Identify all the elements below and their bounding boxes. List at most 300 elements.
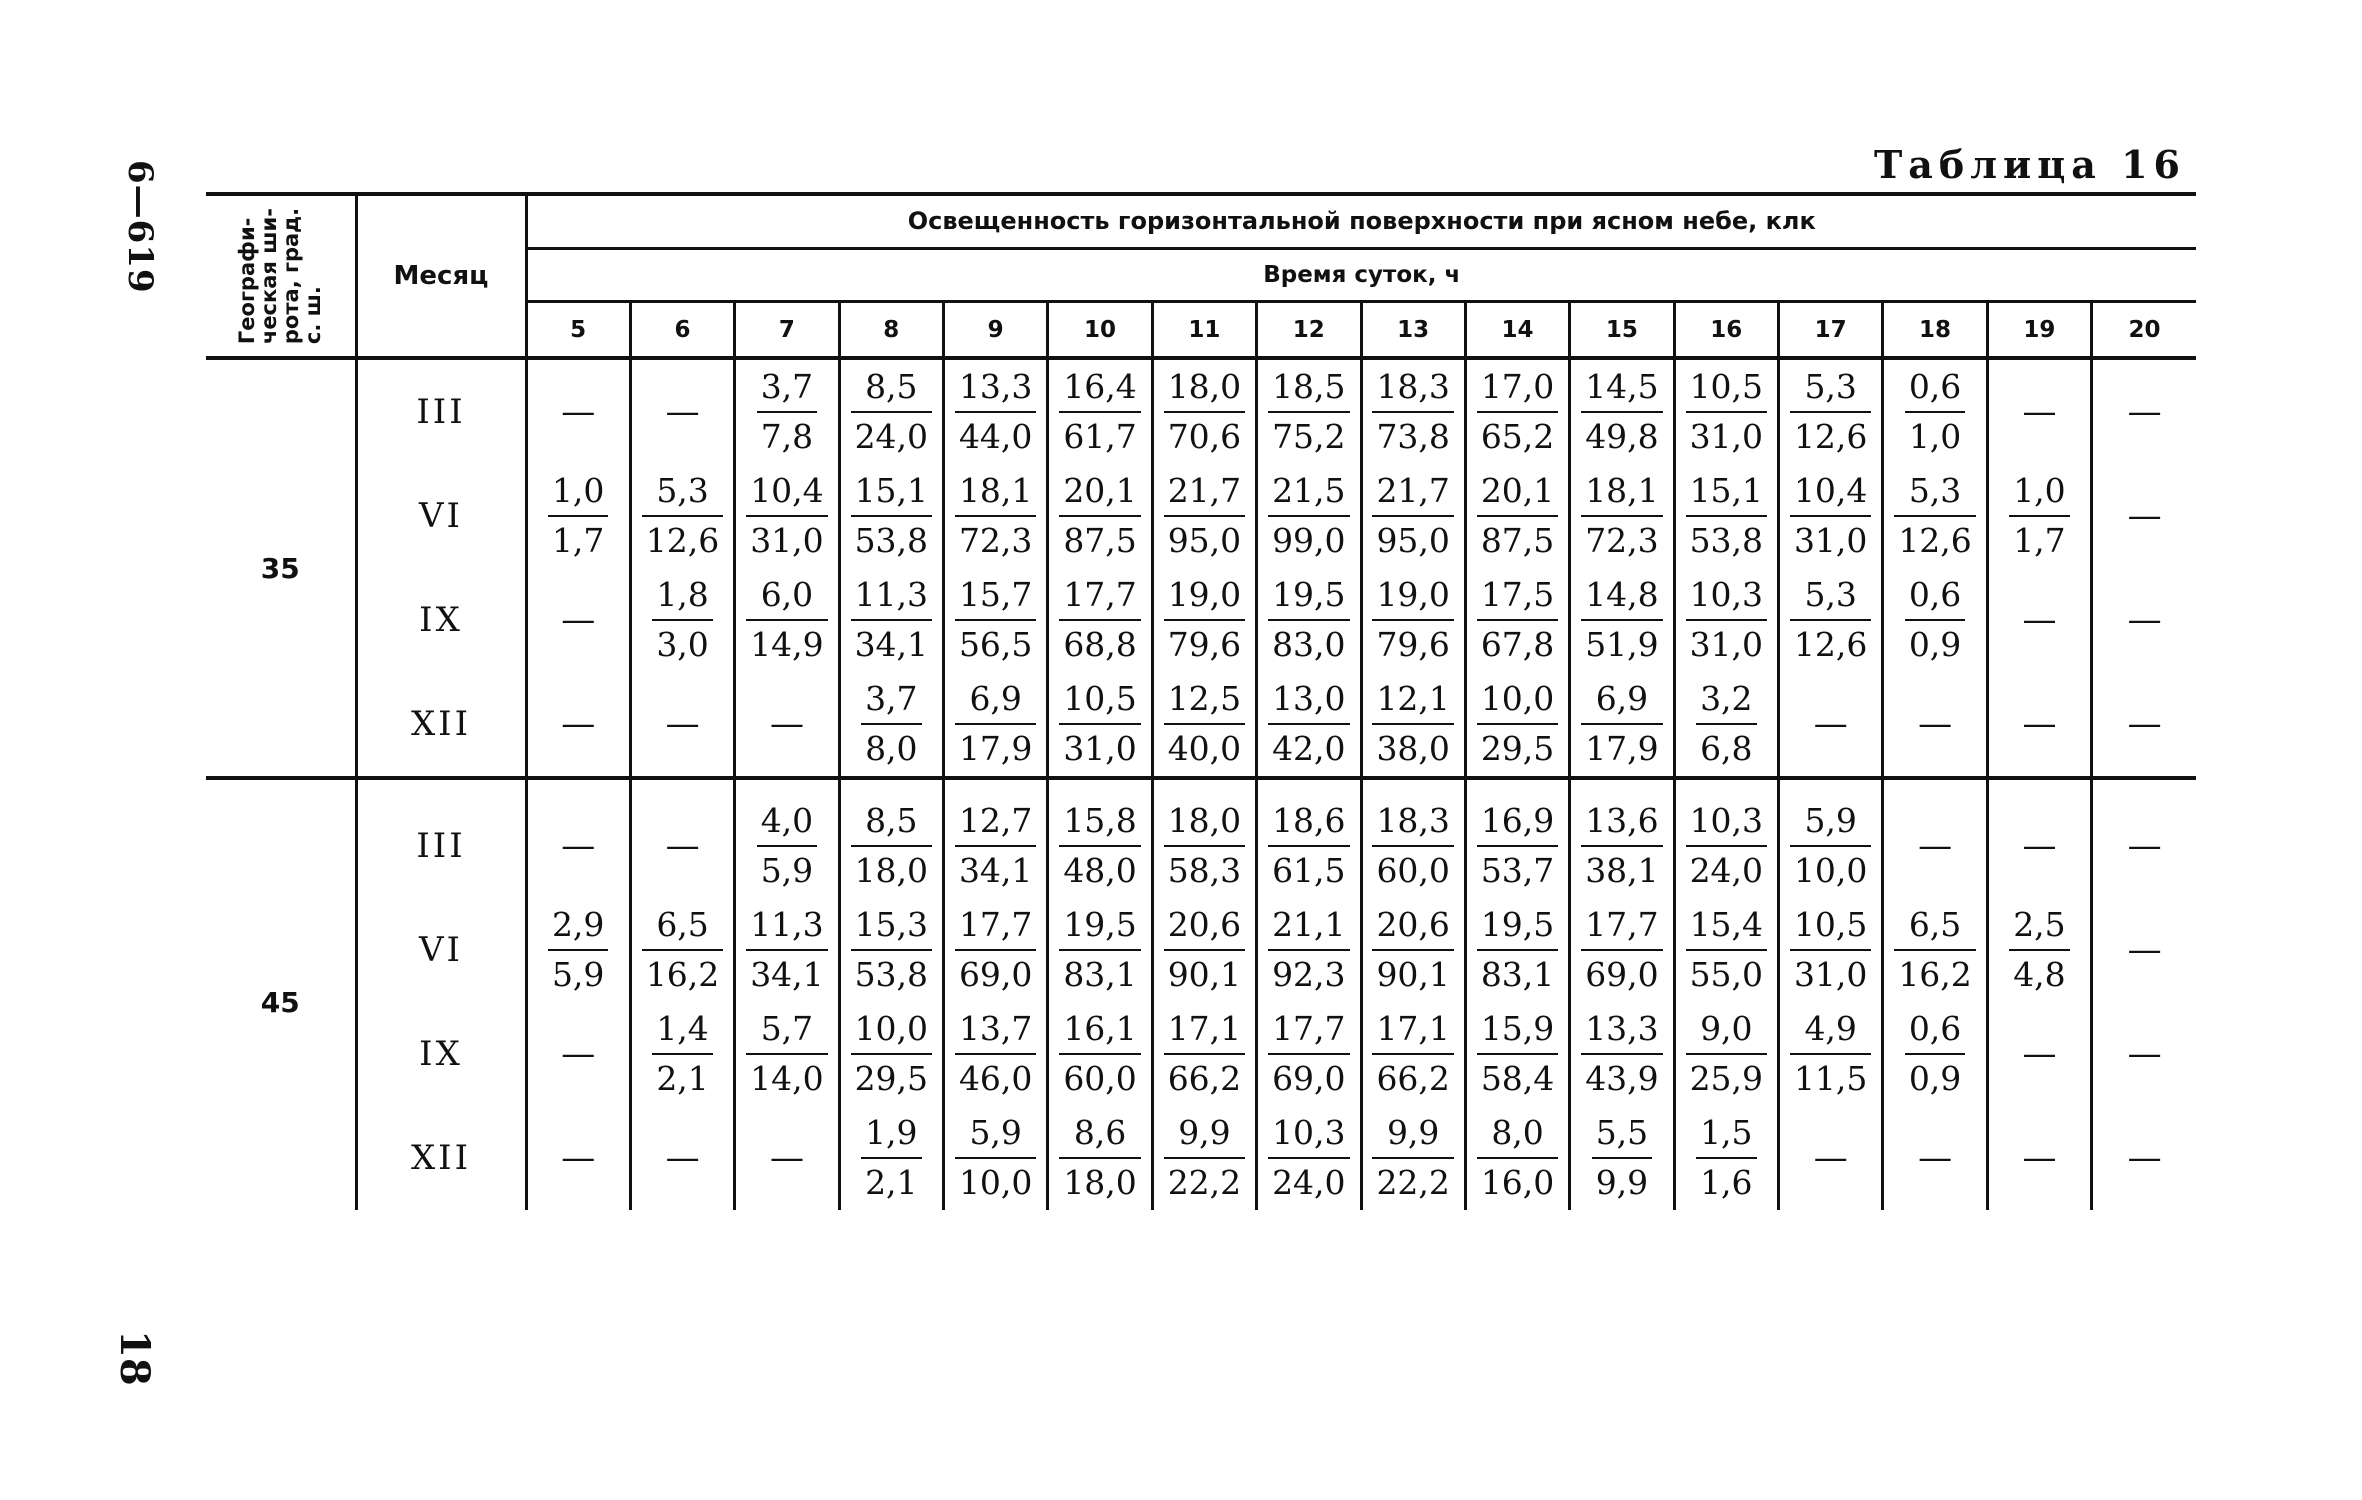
fraction-denominator: 16,2 [645,955,720,994]
fraction-numerator: 10,3 [1686,575,1767,621]
fraction-denominator: 17,9 [1585,729,1659,768]
fraction-denominator: 60,0 [1063,1059,1137,1098]
fraction-numerator: 19,5 [1268,575,1349,621]
fraction [1059,679,1140,769]
empty-dash: — [2127,930,2162,970]
value-cell [1048,898,1152,1002]
fraction [1268,1113,1349,1203]
value-cell [1048,358,1152,464]
month-cell: IX [356,568,526,672]
fraction-denominator: 6,8 [1700,729,1753,768]
fraction-denominator: 72,3 [1585,521,1659,560]
value-cell [735,898,839,1002]
fraction-numerator: 17,5 [1477,575,1558,621]
hour-header: 6 [630,302,734,358]
fraction-denominator: 24,0 [1272,1163,1346,1202]
fraction-denominator: 90,1 [1376,955,1450,994]
fraction [1581,575,1662,665]
month-cell: VI [356,898,526,1002]
document-code: 6—619 [120,160,160,294]
value-cell [1987,464,2091,568]
fraction-numerator: 10,5 [1059,679,1140,725]
fraction [1790,905,1871,995]
value-cell [1152,358,1256,464]
fraction [1059,471,1140,561]
fraction-numerator: 19,0 [1164,575,1245,621]
fraction-denominator: 34,1 [958,851,1033,890]
value-cell [944,464,1048,568]
fraction [1164,471,1245,561]
fraction [1790,367,1871,457]
fraction-numerator: 18,3 [1372,367,1453,413]
fraction-denominator: 61,7 [1063,417,1137,456]
value-cell [1361,464,1465,568]
value-cell [1570,794,1674,898]
empty-cell [526,794,630,898]
fraction-denominator: 69,0 [958,955,1033,994]
hour-header: 7 [735,302,839,358]
fraction-denominator: 12,6 [1793,625,1868,664]
fraction [1686,471,1767,561]
fraction-denominator: 2,1 [656,1059,709,1098]
value-cell [1361,1106,1465,1210]
fraction-numerator: 17,1 [1372,1009,1453,1055]
value-cell [1361,672,1465,778]
empty-cell [2092,1002,2196,1106]
separator-cell [1883,778,1987,794]
fraction [851,471,932,561]
fraction-denominator: 95,0 [1376,521,1450,560]
value-cell [1674,672,1778,778]
empty-cell [1987,358,2091,464]
empty-dash: — [2127,826,2162,866]
fraction [1268,367,1349,457]
fraction-denominator: 79,6 [1376,625,1450,664]
fraction-denominator: 56,5 [958,625,1033,664]
empty-dash: — [665,704,700,744]
hour-header: 17 [1779,302,1883,358]
fraction-denominator: 7,8 [760,417,814,456]
fraction-numerator: 8,5 [851,367,932,413]
fraction [1268,471,1349,561]
table-row [206,898,2196,1002]
fraction-denominator: 75,2 [1272,417,1346,456]
value-cell [1361,1002,1465,1106]
empty-dash: — [1918,1138,1953,1178]
fraction [1372,1113,1453,1203]
empty-cell [630,358,734,464]
fraction-denominator: 31,0 [750,521,824,560]
value-cell [1048,1002,1152,1106]
fraction-denominator: 5,9 [760,851,814,890]
month-cell: XII [356,672,526,778]
fraction [1905,367,1965,457]
empty-dash: — [2127,496,2162,536]
value-cell [1048,1106,1152,1210]
empty-dash: — [769,704,804,744]
empty-cell [1987,1002,2091,1106]
fraction-numerator: 8,0 [1477,1113,1558,1159]
fraction [1268,905,1349,995]
fraction-numerator: 17,7 [1059,575,1140,621]
fraction-numerator: 3,7 [757,367,817,413]
fraction [1581,1009,1662,1099]
table-body [206,358,2196,1210]
fraction-denominator: 5,9 [551,955,605,994]
fraction [1477,905,1558,995]
fraction-denominator: 69,0 [1585,955,1659,994]
empty-cell [526,672,630,778]
fraction-numerator: 20,6 [1372,905,1453,951]
fraction-numerator: 1,0 [2009,471,2069,517]
fraction [642,471,723,561]
fraction-denominator: 31,0 [1689,625,1764,664]
hour-header: 8 [839,302,943,358]
value-cell [839,1106,943,1210]
fraction [1581,801,1662,891]
value-cell [630,568,734,672]
fraction-numerator: 19,0 [1372,575,1453,621]
fraction-numerator: 5,3 [642,471,723,517]
value-cell [1779,1002,1883,1106]
fraction-denominator: 1,7 [551,521,605,560]
fraction-denominator: 87,5 [1063,521,1137,560]
fraction-numerator: 18,5 [1268,367,1349,413]
fraction [1686,367,1767,457]
latitude-header-line: ческая ши- [257,208,282,345]
fraction [1477,575,1558,665]
fraction-denominator: 34,1 [750,955,824,994]
fraction-denominator: 83,0 [1272,625,1346,664]
value-cell [944,794,1048,898]
value-cell [1361,568,1465,672]
fraction-denominator: 25,9 [1689,1059,1764,1098]
fraction-denominator: 31,0 [1689,417,1764,456]
fraction-numerator: 12,1 [1372,679,1453,725]
value-cell [1465,358,1569,464]
value-cell [1570,1002,1674,1106]
separator-cell [526,778,630,794]
hour-header: 13 [1361,302,1465,358]
value-cell [1987,898,2091,1002]
value-cell [1361,794,1465,898]
value-cell [944,1106,1048,1210]
empty-cell [526,1002,630,1106]
fraction [652,1009,712,1099]
value-cell [1674,1106,1778,1210]
value-cell [1883,464,1987,568]
empty-dash: — [2022,1138,2057,1178]
hour-header: 12 [1257,302,1361,358]
value-cell [1674,1002,1778,1106]
month-cell: VI [356,464,526,568]
empty-cell [1883,1106,1987,1210]
hour-header: 16 [1674,302,1778,358]
fraction-denominator: 12,6 [645,521,720,560]
hour-header: 18 [1883,302,1987,358]
fraction-numerator: 21,7 [1164,471,1245,517]
value-cell [1152,1002,1256,1106]
fraction [548,905,608,995]
fraction [1696,679,1756,769]
fraction-numerator: 16,4 [1059,367,1140,413]
separator-cell [1257,778,1361,794]
fraction [1592,1113,1652,1203]
fraction-denominator: 53,8 [854,955,929,994]
empty-dash: — [561,1034,596,1074]
fraction [851,905,932,995]
value-cell [1570,898,1674,1002]
fraction-numerator: 21,1 [1268,905,1349,951]
fraction [1790,1009,1871,1099]
fraction-numerator: 15,4 [1686,905,1767,951]
fraction-numerator: 6,5 [642,905,723,951]
fraction-denominator: 31,0 [1793,955,1868,994]
fraction-denominator: 65,2 [1480,417,1555,456]
value-cell [1048,672,1152,778]
fraction-denominator: 3,0 [656,625,709,664]
fraction-numerator: 16,1 [1059,1009,1140,1055]
fraction [851,367,932,457]
fraction-numerator: 13,3 [1581,1009,1662,1055]
fraction-denominator: 40,0 [1167,729,1242,768]
fraction-numerator: 1,4 [652,1009,712,1055]
value-cell [1257,794,1361,898]
fraction [746,905,827,995]
separator-cell [1987,778,2091,794]
value-cell [1779,358,1883,464]
fraction-denominator: 29,5 [854,1059,929,1098]
empty-cell [2092,358,2196,464]
fraction-numerator: 6,9 [955,679,1036,725]
fraction-numerator: 14,8 [1581,575,1662,621]
fraction-numerator: 18,1 [955,471,1036,517]
fraction-denominator: 53,8 [1689,521,1764,560]
fraction-denominator: 58,4 [1480,1059,1555,1098]
fraction-denominator: 70,6 [1167,417,1242,456]
fraction [1268,575,1349,665]
latitude-cell: 45 [206,794,356,1210]
fraction-numerator: 13,7 [955,1009,1036,1055]
fraction-denominator: 72,3 [958,521,1033,560]
fraction [1477,367,1558,457]
fraction-numerator: 9,0 [1686,1009,1767,1055]
fraction-numerator: 11,3 [746,905,827,951]
fraction-denominator: 66,2 [1376,1059,1450,1098]
latitude-header [206,194,356,358]
fraction [1164,575,1245,665]
value-cell [1465,464,1569,568]
fraction-numerator: 10,0 [1477,679,1558,725]
fraction-numerator: 10,3 [1268,1113,1349,1159]
fraction [1059,1009,1140,1099]
fraction-numerator: 2,5 [2009,905,2069,951]
fraction-numerator: 13,0 [1268,679,1349,725]
page-number: 18 [111,1330,158,1386]
hour-header: 11 [1152,302,1256,358]
fraction [1372,801,1453,891]
fraction-denominator: 11,5 [1793,1059,1868,1098]
value-cell [944,898,1048,1002]
fraction [955,679,1036,769]
fraction-numerator: 18,3 [1372,801,1453,847]
empty-dash: — [561,704,596,744]
fraction [652,575,712,665]
fraction-numerator: 3,2 [1696,679,1756,725]
fraction-numerator: 19,5 [1477,905,1558,951]
empty-dash: — [561,1138,596,1178]
value-cell [526,898,630,1002]
separator-cell [206,778,356,794]
value-cell [1465,1106,1569,1210]
separator-cell [2092,778,2196,794]
fraction [1268,1009,1349,1099]
fraction [1686,905,1767,995]
value-cell [839,672,943,778]
fraction-numerator: 3,7 [861,679,921,725]
fraction-numerator: 8,5 [851,801,932,847]
fraction-denominator: 60,0 [1376,851,1450,890]
empty-dash: — [2127,704,2162,744]
empty-cell [1883,794,1987,898]
fraction-denominator: 46,0 [958,1059,1033,1098]
fraction [1477,1009,1558,1099]
time-of-day-caption: Время суток, ч [526,248,2196,302]
hour-header: 9 [944,302,1048,358]
fraction-numerator: 17,0 [1477,367,1558,413]
fraction-numerator: 2,9 [548,905,608,951]
empty-dash: — [561,392,596,432]
value-cell [839,1002,943,1106]
value-cell [1257,1002,1361,1106]
empty-dash: — [1813,704,1848,744]
value-cell [839,794,943,898]
value-cell [1152,568,1256,672]
separator-cell [1674,778,1778,794]
value-cell [1570,568,1674,672]
empty-cell [1987,568,2091,672]
fraction-denominator: 22,2 [1376,1163,1450,1202]
month-cell: XII [356,1106,526,1210]
value-cell [1674,794,1778,898]
value-cell [1361,358,1465,464]
fraction-numerator: 15,8 [1059,801,1140,847]
fraction-denominator: 79,6 [1167,625,1242,664]
fraction-numerator: 5,3 [1894,471,1975,517]
hour-header: 15 [1570,302,1674,358]
month-cell: III [356,794,526,898]
fraction-denominator: 1,7 [2013,521,2066,560]
fraction-numerator: 10,5 [1686,367,1767,413]
value-cell [1361,898,1465,1002]
value-cell [735,1002,839,1106]
fraction-numerator: 1,9 [861,1113,921,1159]
value-cell [1570,1106,1674,1210]
empty-dash: — [1813,1138,1848,1178]
fraction-denominator: 68,8 [1063,625,1137,664]
fraction [1905,575,1965,665]
empty-dash: — [2127,392,2162,432]
fraction-numerator: 5,3 [1790,575,1871,621]
fraction [1372,679,1453,769]
empty-dash: — [561,826,596,866]
fraction-numerator: 17,7 [955,905,1036,951]
fraction [1790,575,1871,665]
fraction [955,1113,1036,1203]
value-cell [1674,464,1778,568]
fraction [1581,367,1662,457]
fraction-numerator: 11,3 [851,575,932,621]
value-cell [735,568,839,672]
fraction [1686,575,1767,665]
empty-cell [2092,464,2196,568]
fraction-denominator: 18,0 [854,851,929,890]
fraction-denominator: 99,0 [1272,521,1346,560]
fraction [1059,905,1140,995]
fraction-denominator: 31,0 [1793,521,1868,560]
fraction [1372,1009,1453,1099]
fraction [746,575,827,665]
latitude-header-line: с. ш. [301,286,326,345]
fraction-denominator: 1,6 [1700,1163,1753,1202]
fraction-denominator: 53,8 [854,521,929,560]
fraction-denominator: 83,1 [1480,955,1555,994]
value-cell [1674,568,1778,672]
fraction-numerator: 10,4 [1790,471,1871,517]
fraction [1372,575,1453,665]
value-cell [1883,898,1987,1002]
fraction-denominator: 14,9 [750,625,824,664]
fraction [955,1009,1036,1099]
empty-cell [1987,672,2091,778]
fraction [1581,905,1662,995]
value-cell [1570,358,1674,464]
latitude-header-text [236,208,324,344]
fraction [1905,1009,1965,1099]
value-cell [1465,1002,1569,1106]
fraction-denominator: 31,0 [1063,729,1137,768]
empty-cell [526,1106,630,1210]
empty-cell [1883,672,1987,778]
fraction [642,905,723,995]
empty-dash: — [2127,1034,2162,1074]
value-cell [1883,1002,1987,1106]
value-cell [1257,568,1361,672]
fraction-denominator: 10,0 [958,1163,1033,1202]
empty-dash: — [2022,704,2057,744]
separator-cell [356,778,526,794]
fraction-denominator: 16,2 [1898,955,1972,994]
fraction-numerator: 17,1 [1164,1009,1245,1055]
value-cell [735,358,839,464]
separator-cell [839,778,943,794]
fraction-numerator: 10,3 [1686,801,1767,847]
fraction-numerator: 12,5 [1164,679,1245,725]
fraction-denominator: 43,9 [1585,1059,1659,1098]
empty-cell [2092,898,2196,1002]
fraction-numerator: 6,5 [1894,905,1975,951]
fraction [1372,905,1453,995]
value-cell [630,1002,734,1106]
fraction-numerator: 10,0 [851,1009,932,1055]
empty-cell [1987,794,2091,898]
fraction-denominator: 48,0 [1063,851,1137,890]
value-cell [1048,464,1152,568]
value-cell [944,672,1048,778]
empty-cell [735,672,839,778]
empty-dash: — [1918,826,1953,866]
table-row [206,568,2196,672]
